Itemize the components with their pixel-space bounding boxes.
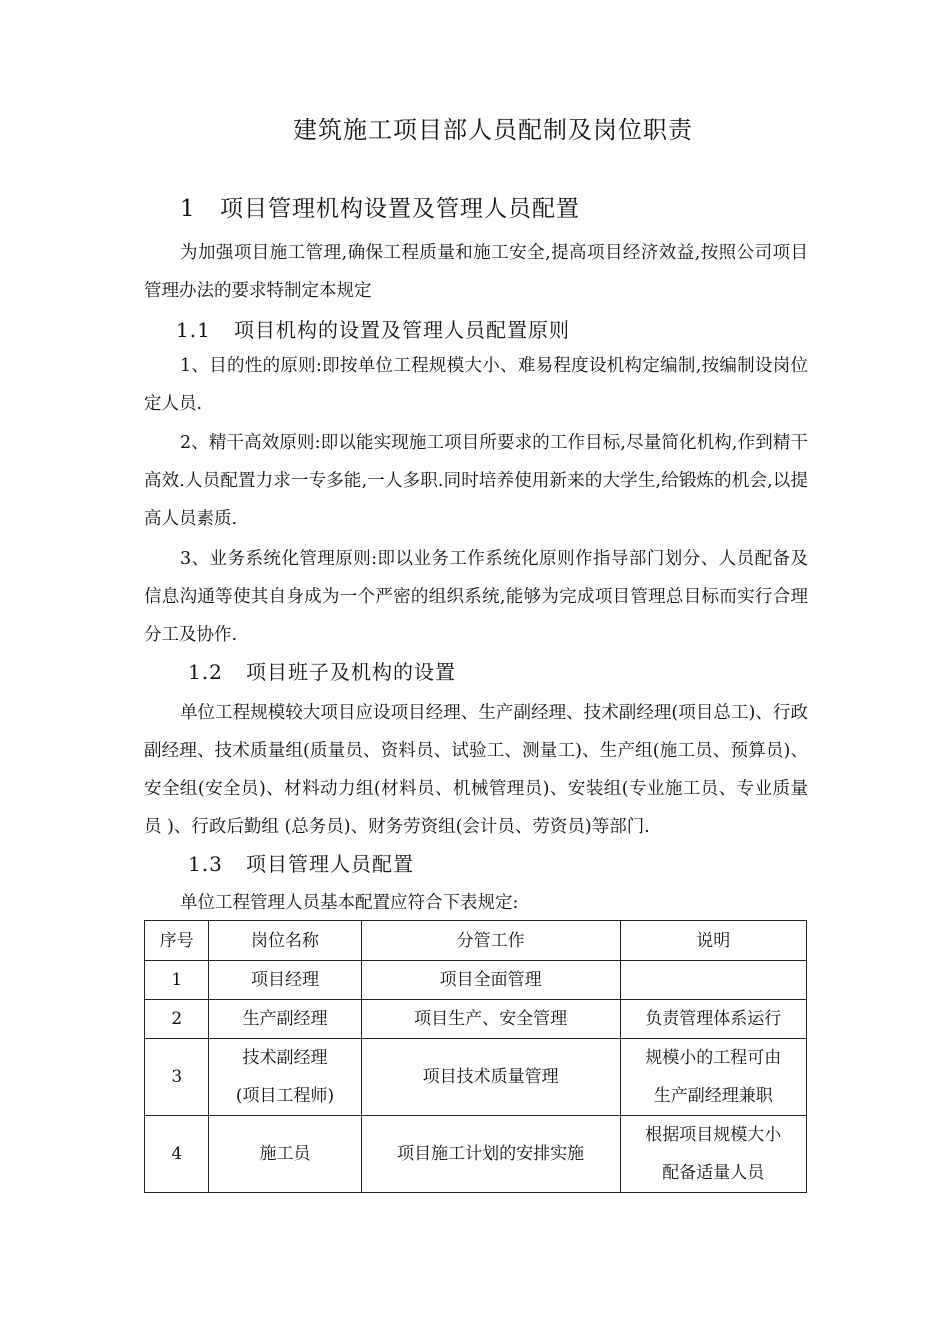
cell-work: 项目施工计划的安排实施 <box>361 1116 620 1193</box>
table-header-row <box>145 921 807 961</box>
section-1-1-title: 项目机构的设置及管理人员配置原则 <box>234 318 570 342</box>
cell-post: 生产副经理 <box>209 1000 361 1039</box>
section-1-2-title: 项目班子及机构的设置 <box>246 660 456 684</box>
section-1-number: 1 <box>180 196 196 222</box>
section-1-3-number: 1.3 <box>188 852 223 876</box>
section-1-title: 项目管理机构设置及管理人员配置 <box>220 196 580 222</box>
section-1-1-number: 1.1 <box>176 318 211 342</box>
cell-number: 1 <box>145 961 209 1000</box>
header-note: 说明 <box>620 921 806 961</box>
section-1-2-heading <box>188 656 456 685</box>
table-row <box>145 1000 807 1039</box>
cell-note-line1: 规模小的工程可由 <box>645 1048 782 1068</box>
table-row <box>145 1116 807 1193</box>
section-1-3-title: 项目管理人员配置 <box>246 852 414 876</box>
document-title: 建筑施工项目部人员配制及岗位职责 <box>293 116 693 144</box>
section-1-1-heading <box>176 314 570 343</box>
cell-note <box>620 1039 806 1116</box>
principle-efficiency: 2、精干高效原则:即以能实现施工项目所要求的工作目标,尽量简化机构,作到精干高效.人员配置力求一专多能,一人多职.同时培养使用新来的大学生,给锻炼的机会,以提高人员素质. <box>144 433 808 529</box>
staff-configuration-table <box>144 920 807 1193</box>
cell-note-line1: 根据项目规模大小 <box>645 1125 782 1145</box>
cell-post: 项目经理 <box>209 961 361 1000</box>
header-number: 序号 <box>145 921 209 961</box>
section-1-3-heading <box>188 848 414 877</box>
cell-number: 4 <box>145 1116 209 1193</box>
cell-note <box>620 1116 806 1193</box>
section-1-2-number: 1.2 <box>188 660 223 684</box>
cell-note <box>620 961 806 1000</box>
section-1-heading <box>180 190 580 223</box>
cell-number: 2 <box>145 1000 209 1039</box>
table-row <box>145 1039 807 1116</box>
header-post: 岗位名称 <box>209 921 361 961</box>
cell-number: 3 <box>145 1039 209 1116</box>
cell-note: 负责管理体系运行 <box>620 1000 806 1039</box>
principle-purpose: 1、目的性的原则:即按单位工程规模大小、难易程度设机构定编制,按编制设岗位定人员. <box>144 356 808 414</box>
principle-systematic: 3、业务系统化管理原则:即以业务工作系统化原则作指导部门划分、人员配备及信息沟通等使其自身成为一个严密的组织系统,能够为完成项目管理总目标而实行合理分工及协作. <box>144 549 808 645</box>
organization-setup-text: 单位工程规模较大项目应设项目经理、生产副经理、技术副经理(项目总工)、行政副经理、技术质量组(质量员、资料员、试验工、测量工)、生产组(施工员、预算员)、安全组(安全员)、材料动力组(材料员、机械管理员)、安装组(专业施工员、专业质量员 )、行政后勤组 (总务员)、财务劳资组(会计员、劳资员)等部门. <box>144 703 808 837</box>
table-intro: 单位工程管理人员基本配置应符合下表规定: <box>180 893 519 913</box>
cell-post <box>209 1039 361 1116</box>
cell-note-line2: 配备适量人员 <box>662 1163 765 1183</box>
cell-post: 施工员 <box>209 1116 361 1193</box>
cell-work: 项目全面管理 <box>361 961 620 1000</box>
cell-note-line2: 生产副经理兼职 <box>653 1086 773 1106</box>
section-1-intro: 为加强项目施工管理,确保工程质量和施工安全,提高项目经济效益,按照公司项目管理办法的要求特制定本规定 <box>144 243 808 301</box>
cell-post-line2: (项目工程师) <box>235 1086 335 1106</box>
cell-post-line1: 技术副经理 <box>242 1048 328 1068</box>
cell-work: 项目生产、安全管理 <box>361 1000 620 1039</box>
cell-work: 项目技术质量管理 <box>361 1039 620 1116</box>
table-row <box>145 961 807 1000</box>
header-work: 分管工作 <box>361 921 620 961</box>
